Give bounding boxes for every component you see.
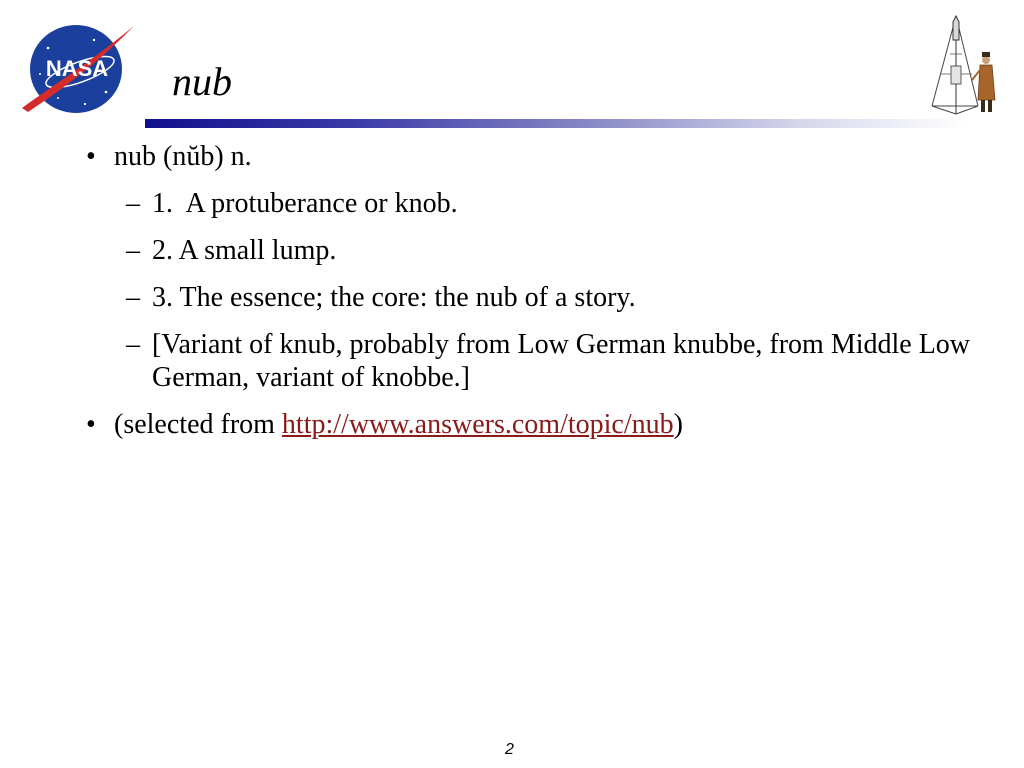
slide-title: nub (172, 59, 232, 104)
slide-body (86, 140, 986, 455)
bullet-definition (86, 140, 986, 173)
source-prefix: (selected from (114, 409, 282, 440)
sub-bullet-text: [Variant of knub, probably from Low German knubbe, from Middle Low German, variant of knobbe.] (152, 329, 971, 393)
page-number: 2 (505, 741, 514, 758)
bullet-text: nub (nŭb) n. (114, 141, 252, 172)
sub-bullet-1 (86, 187, 986, 220)
nasa-logo-icon (18, 20, 136, 114)
sub-bullet-text: 2. A small lump. (152, 235, 337, 266)
nasa-logo-text: NASA (45, 56, 109, 81)
title-underline-bar (145, 119, 965, 128)
sub-bullet-text: 3. The essence; the core: the nub of a story. (152, 282, 636, 313)
sub-bullet-2 (86, 234, 986, 267)
source-link[interactable]: http://www.answers.com/topic/nub (281, 409, 674, 440)
bullet-source (86, 408, 986, 441)
sub-bullet-text: 1. A protuberance or knob. (152, 188, 458, 219)
sub-bullet-etymology (86, 328, 986, 394)
sub-bullet-3 (86, 281, 986, 314)
rocket-illustration-icon (926, 14, 1006, 118)
source-suffix: ) (673, 409, 683, 440)
